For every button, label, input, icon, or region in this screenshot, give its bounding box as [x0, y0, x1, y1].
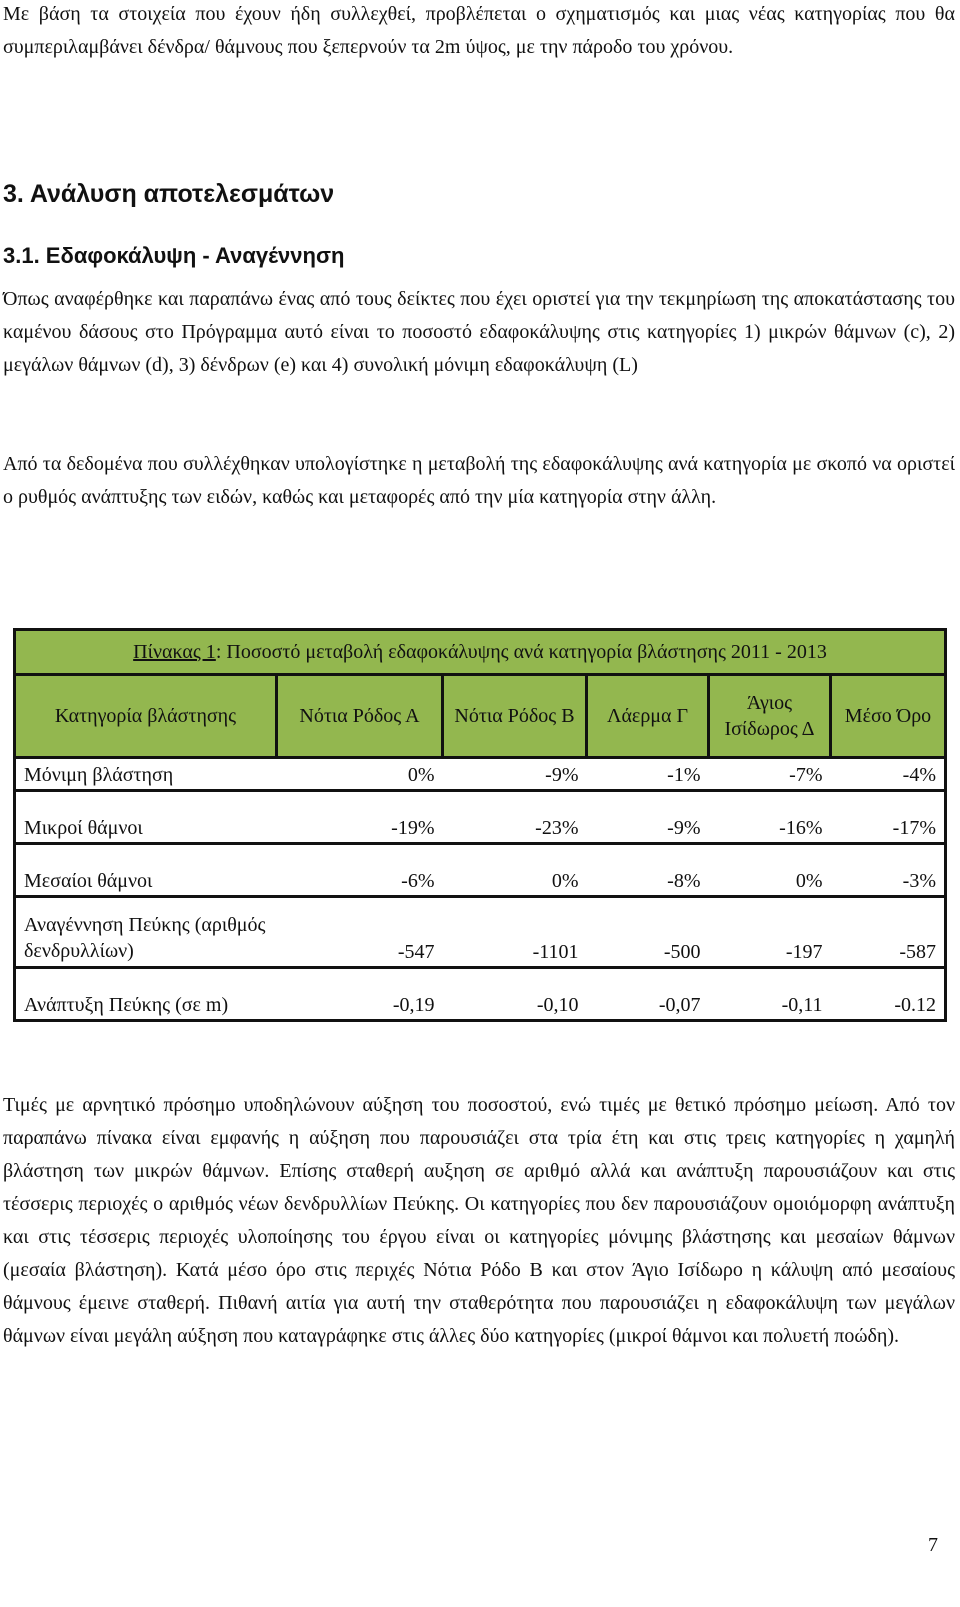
paragraph-data-change: Από τα δεδομένα που συλλέχθηκαν υπολογίστηκε η μεταβολή της εδαφοκάλυψης ανά κατηγορία με σκοπό να οριστεί ο ρυθμός ανάπτυξης των ειδών, καθώς και μεταφορές από την μία κατηγορία στην άλλη. — [3, 453, 955, 508]
cell-value: -0,19 — [277, 968, 443, 1021]
cell-value: -0.12 — [831, 968, 946, 1021]
paragraph-coverage-indicators: Όπως αναφέρθηκε και παραπάνω ένας από τους δείκτες που έχει οριστεί για την τεκμηρίωση της αποκατάστασης του καμένου δάσους στο Πρόγραμμα αυτό είναι το ποσοστό εδαφοκάλυψης στις κατηγορίες 1) μικρών θάμνων (c), 2) μεγάλων θάμνων (d), 3) δένδρων (e) και 4) συνολική μόνιμη εδαφοκάλυψη (L) — [3, 288, 955, 376]
table-row — [15, 791, 946, 844]
cell-value: -17% — [831, 791, 946, 844]
cell-value: -4% — [831, 758, 946, 791]
table-caption — [15, 630, 946, 675]
cell-value: -3% — [831, 844, 946, 897]
header-average: Μέσο Όρο — [831, 675, 946, 758]
table-caption-separator: : — [215, 640, 222, 663]
table-row — [15, 968, 946, 1021]
row-category: Μεσαίοι θάμνοι — [15, 844, 277, 897]
vegetation-change-table — [13, 628, 944, 1022]
header-agios-isidoros-d: Άγιος Ισίδωρος Δ — [709, 675, 831, 758]
cell-value: -587 — [831, 897, 946, 968]
header-south-rhodes-b: Νότια Ρόδος Β — [443, 675, 587, 758]
section-heading: 3. Ανάλυση αποτελεσμάτων — [3, 180, 335, 208]
subsection-heading: 3.1. Εδαφοκάλυψη - Αναγέννηση — [3, 243, 345, 268]
table-row — [15, 897, 946, 968]
cell-value: -9% — [443, 758, 587, 791]
cell-value: -8% — [587, 844, 709, 897]
row-category: Ανάπτυξη Πεύκης (σε m) — [15, 968, 277, 1021]
cell-value: -23% — [443, 791, 587, 844]
table-row — [15, 758, 946, 791]
row-category: Μόνιμη βλάστηση — [15, 758, 277, 791]
cell-value: -1% — [587, 758, 709, 791]
intro-paragraph: Με βάση τα στοιχεία που έχουν ήδη συλλεχθεί, προβλέπεται ο σχηματισμός και μιας νέας κατηγορίας που θα συμπεριλαμβάνει δένδρα/ θάμνους που ξεπερνούν τα 2m ύψος, με την πάροδο του χρόνου. — [3, 3, 955, 58]
cell-value: -19% — [277, 791, 443, 844]
cell-value: 0% — [709, 844, 831, 897]
table-header-row — [15, 675, 946, 758]
table-row — [15, 844, 946, 897]
header-laerma-g: Λάερμα Γ — [587, 675, 709, 758]
row-category: Αναγέννηση Πεύκης (αριθμός δενδρυλλίων) — [15, 897, 277, 968]
table-caption-text: Ποσοστό μεταβολή εδαφοκάλυψης ανά κατηγορία βλάστησης 2011 - 2013 — [221, 640, 827, 663]
cell-value: -6% — [277, 844, 443, 897]
header-south-rhodes-a: Νότια Ρόδος Α — [277, 675, 443, 758]
table-caption-label: Πίνακας 1 — [133, 640, 216, 663]
cell-value: -500 — [587, 897, 709, 968]
cell-value: -0,07 — [587, 968, 709, 1021]
cell-value: 0% — [277, 758, 443, 791]
cell-value: -1101 — [443, 897, 587, 968]
row-category: Μικροί θάμνοι — [15, 791, 277, 844]
header-category: Κατηγορία βλάστησης — [15, 675, 277, 758]
cell-value: -9% — [587, 791, 709, 844]
cell-value: -547 — [277, 897, 443, 968]
cell-value: -16% — [709, 791, 831, 844]
cell-value: -197 — [709, 897, 831, 968]
paragraph-results-discussion: Τιμές με αρνητικό πρόσημο υποδηλώνουν αύξηση του ποσοστού, ενώ τιμές με θετικό πρόσημο μείωση. Από τον παραπάνω πίνακα είναι εμφανής η αύξηση που παρουσιάζει στα τρία έτη και στις τρεις κατηγορίες η χαμηλή βλάστηση των μικρών θάμνων. Επίσης σταθερή αυξηση σε αριθμό αλλά και ανάπτυξη παρουσιάζουν και στις τέσσερις περιοχές ο αριθμός νέων δενδρυλλίων Πεύκης. Οι κατηγορίες που δεν παρουσιάζουν ομοιόμορφη ανάπτυξη και στις τέσσερις περιοχές υλοποίησης του έργου είναι οι κατηγορίες μόνιμης βλάστησης και μεσαίων θάμνων (μεσαία βλάστηση). Κατά μέσο όρο στις περιχές Νότια Ρόδο Β και στον Άγιο Ισίδωρο η κάλυψη από μεσαίους θάμνους έμεινε σταθερή. Πιθανή αιτία για αυτή την σταθερότητα που παρουσιάζει η εδαφοκάλυψη των μεγάλων θάμνων είναι μεγάλη αύξηση που καταγράφηκε στις άλλες δύο κατηγορίες (μικροί θάμνοι και πολυετή ποώδη). — [3, 1094, 955, 1347]
cell-value: -7% — [709, 758, 831, 791]
cell-value: 0% — [443, 844, 587, 897]
cell-value: -0,10 — [443, 968, 587, 1021]
page-number: 7 — [928, 1534, 938, 1556]
cell-value: -0,11 — [709, 968, 831, 1021]
